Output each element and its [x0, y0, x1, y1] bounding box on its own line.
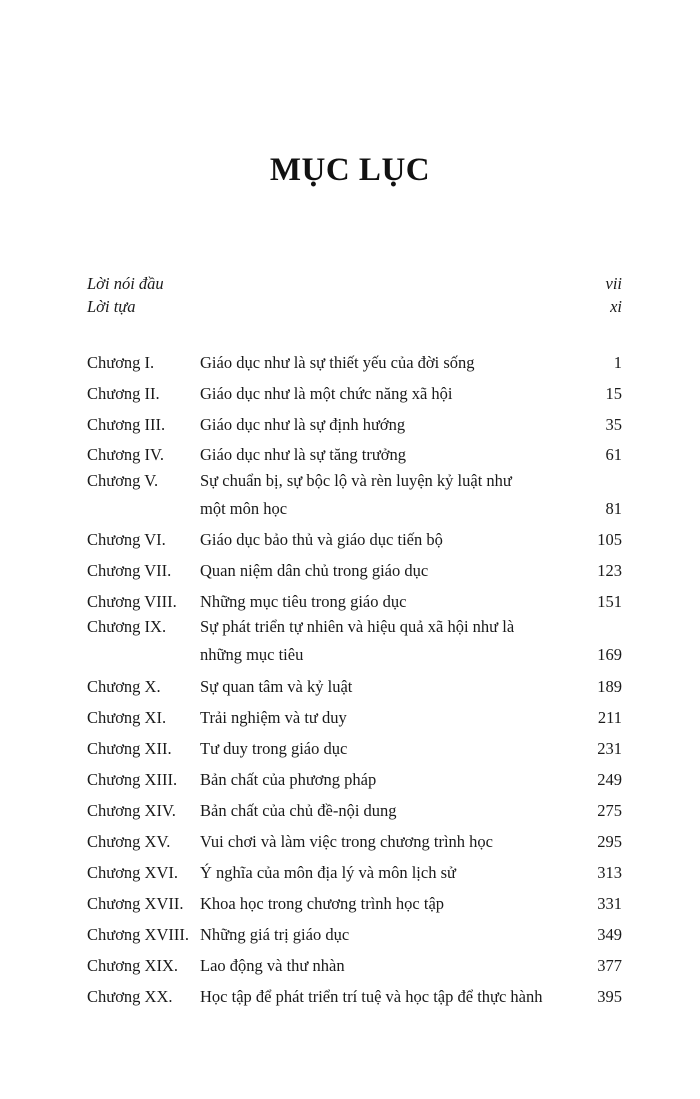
toc-entry — [87, 800, 622, 822]
chapter-number: Chương XV. — [87, 832, 171, 851]
toc-entry — [87, 738, 622, 760]
toc-entry — [87, 769, 622, 791]
chapter-number: Chương XIX. — [87, 956, 178, 975]
page-number: 349 — [597, 925, 622, 944]
chapter-title: Lao động và thư nhàn — [200, 956, 345, 975]
chapter-number: Chương VII. — [87, 561, 172, 580]
chapter-number: Chương VIII. — [87, 592, 177, 611]
page-number: 189 — [597, 677, 622, 696]
page-number: 313 — [597, 863, 622, 882]
chapter-title: Vui chơi và làm việc trong chương trình học — [200, 832, 493, 851]
chapter-title: Giáo dục như là sự định hướng — [200, 415, 406, 434]
front-matter-label: Lời tựa — [87, 297, 136, 316]
chapter-number: Chương I. — [87, 353, 155, 372]
page-number: vii — [605, 274, 622, 293]
page-number: 211 — [597, 708, 622, 727]
chapter-number: Chương III. — [87, 415, 166, 434]
page-number: 105 — [597, 530, 622, 549]
page-number: 377 — [597, 956, 622, 975]
chapter-number: Chương II. — [87, 384, 160, 403]
chapter-number: Chương XIV. — [87, 801, 176, 820]
toc-entry — [87, 414, 622, 436]
chapter-title: Sự quan tâm và kỷ luật — [200, 677, 353, 696]
toc-entry — [87, 924, 622, 946]
front-matter-label: Lời nói đầu — [87, 274, 164, 293]
page-number: 81 — [605, 499, 622, 518]
chapter-title: Bản chất của phương pháp — [200, 770, 377, 789]
chapter-title-continued: một môn học — [200, 499, 288, 518]
toc-entry — [87, 616, 622, 664]
chapter-title: Giáo dục như là một chức năng xã hội — [200, 384, 453, 403]
toc-entry — [87, 955, 622, 977]
toc-entry — [87, 383, 622, 405]
chapter-title-continued: những mục tiêu — [200, 645, 304, 664]
toc-entry — [87, 862, 622, 884]
page-number: 231 — [597, 739, 622, 758]
chapter-number: Chương VI. — [87, 530, 166, 549]
toc-entry — [87, 986, 622, 1008]
toc-entry — [87, 560, 622, 582]
chapter-title: Giáo dục như là sự thiết yếu của đời sống — [200, 353, 475, 372]
chapter-title: Giáo dục như là sự tăng trưởng — [200, 445, 407, 464]
page-number: 15 — [605, 384, 622, 403]
chapter-title: Giáo dục bảo thủ và giáo dục tiến bộ — [200, 530, 443, 549]
chapter-title: Sự chuẩn bị, sự bộc lộ và rèn luyện kỷ luật như — [200, 471, 512, 490]
toc-entry — [87, 444, 622, 466]
chapter-number: Chương X. — [87, 677, 161, 696]
page-number: 275 — [597, 801, 622, 820]
chapter-title: Khoa học trong chương trình học tập — [200, 894, 445, 913]
chapter-title: Học tập để phát triển trí tuệ và học tập để thực hành — [200, 987, 543, 1006]
chapter-number: Chương XVII. — [87, 894, 184, 913]
page-number: 151 — [597, 592, 622, 611]
page-number: xi — [610, 297, 622, 316]
toc-entry — [87, 352, 622, 374]
chapter-title: Trải nghiệm và tư duy — [200, 708, 347, 727]
chapter-title: Ý nghĩa của môn địa lý và môn lịch sử — [200, 863, 456, 882]
chapter-number: Chương XVIII. — [87, 925, 189, 944]
page-number: 123 — [597, 561, 622, 580]
page-number: 169 — [597, 645, 622, 664]
chapter-title: Những giá trị giáo dục — [200, 925, 350, 944]
chapter-title: Tư duy trong giáo dục — [200, 739, 348, 758]
toc-entry — [87, 529, 622, 551]
page-number: 395 — [597, 987, 622, 1006]
page-title: MỤC LỤC — [269, 152, 431, 188]
toc-entry — [87, 470, 622, 518]
page-number: 295 — [597, 832, 622, 851]
page-number: 1 — [613, 353, 622, 372]
page-number: 35 — [605, 415, 622, 434]
chapter-number: Chương XIII. — [87, 770, 178, 789]
toc-entry — [87, 893, 622, 915]
toc-entry — [87, 676, 622, 698]
chapter-number: Chương XX. — [87, 987, 173, 1006]
page-number: 331 — [597, 894, 622, 913]
chapter-title: Quan niệm dân chủ trong giáo dục — [200, 561, 429, 580]
page-number: 249 — [597, 770, 622, 789]
chapter-number: Chương IX. — [87, 617, 167, 636]
chapter-number: Chương V. — [87, 471, 159, 490]
toc-entry — [87, 591, 622, 613]
toc-entry — [87, 831, 622, 853]
chapter-number: Chương IV. — [87, 445, 164, 464]
page-number: 61 — [605, 445, 622, 464]
chapter-title: Những mục tiêu trong giáo dục — [200, 592, 407, 611]
toc-entry — [87, 707, 622, 729]
chapter-number: Chương XI. — [87, 708, 167, 727]
chapter-title: Bản chất của chủ đề-nội dung — [200, 801, 397, 820]
chapter-title: Sự phát triển tự nhiên và hiệu quả xã hội như là — [200, 617, 515, 636]
chapter-number: Chương XII. — [87, 739, 172, 758]
chapter-number: Chương XVI. — [87, 863, 178, 882]
